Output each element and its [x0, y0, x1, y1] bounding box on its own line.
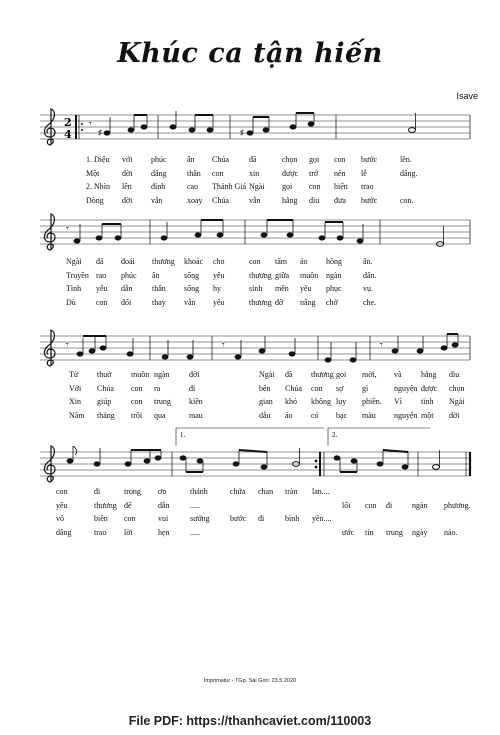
lyric-syllable: tình	[421, 397, 434, 406]
lyric-syllable: được	[421, 383, 438, 393]
lyric-syllable: con	[311, 383, 323, 393]
lyric-syllable: nên	[334, 168, 346, 178]
lyric-syllable: đoái	[121, 257, 135, 266]
lyric-syllable: kiên	[189, 397, 203, 406]
lyric-syllable: ngàn	[412, 500, 428, 510]
lyric-syllable: chọn	[449, 383, 465, 393]
lyric-syllable: lên.	[400, 155, 412, 164]
lyric-syllable: nâng	[300, 297, 316, 307]
lyric-syllable: thánh	[190, 487, 208, 496]
lyric-syllable: 1. Diệu	[86, 155, 110, 164]
lyric-syllable: bước	[361, 195, 378, 205]
second-ending-label: 2.	[332, 431, 338, 439]
lyric-syllable: lên	[122, 182, 132, 191]
lyric-syllable: yêu	[96, 284, 108, 293]
lyric-syllable: sống	[184, 284, 200, 293]
lyric-syllable: Với	[69, 383, 82, 393]
lyric-syllable: Ngài	[449, 397, 465, 406]
svg-text:𝄾: 𝄾	[222, 340, 225, 351]
lyric-syllable: mời,	[362, 370, 377, 379]
lyric-syllable: ơn	[158, 487, 167, 496]
svg-text:𝄾: 𝄾	[89, 119, 92, 130]
lyric-syllable: yêu	[56, 500, 68, 510]
lyric-syllable: thương	[311, 370, 334, 379]
lyric-syllable: qua	[154, 410, 166, 420]
lyric-syllable: hằng	[421, 370, 437, 379]
lyric-syllable: bước	[230, 514, 247, 523]
lyric-syllable: bạc	[336, 410, 348, 420]
lyric-syllable: áo	[285, 410, 293, 420]
lyric-syllable: giữa	[275, 270, 290, 280]
lyric-syllable: tấm	[275, 257, 287, 266]
lyric-syllable: con	[131, 397, 143, 406]
lyric-syllable: muôn	[300, 270, 319, 280]
svg-text:♯: ♯	[98, 128, 102, 137]
lyric-syllable: ân	[152, 270, 160, 280]
lyric-syllable: sướng	[190, 514, 210, 523]
lyric-syllable: thuở	[97, 370, 112, 379]
lyric-syllable: tín	[365, 527, 374, 537]
lyric-syllable: dâng	[56, 527, 72, 537]
lyric-syllable: ngàn	[326, 270, 342, 280]
lyric-syllable: phục	[326, 284, 342, 293]
lyric-syllable: vẫn	[151, 195, 163, 205]
lyric-syllable: ngày	[412, 527, 428, 537]
lyric-syllable: sợ	[336, 383, 344, 393]
lyric-syllable: Dòng	[86, 195, 104, 205]
lyric-syllable: hiến	[334, 182, 348, 191]
lyric-syllable: trở	[309, 168, 319, 178]
svg-text:𝄾: 𝄾	[380, 340, 383, 351]
lyric-syllable: sinh	[249, 284, 263, 293]
lyric-syllable: ngàn	[154, 370, 170, 379]
lyric-syllable: xoay	[187, 195, 203, 205]
lyric-syllable: Từ	[69, 370, 79, 379]
lyric-syllable: nguyện	[394, 410, 418, 420]
lyric-syllable: với	[122, 155, 133, 164]
lyric-syllable: Chúa	[97, 383, 114, 393]
lyric-syllable: phiền.	[362, 397, 382, 406]
lyric-syllable: biên	[94, 514, 108, 523]
lyric-syllable: con	[96, 297, 108, 307]
lyric-syllable: đi	[189, 383, 196, 393]
lyric-syllable: bên	[259, 383, 271, 393]
lyric-syllable: ân	[187, 155, 195, 164]
lyric-syllable: Một	[86, 168, 100, 178]
lyric-syllable: hồng	[326, 257, 342, 266]
lyric-syllable: thương	[249, 297, 272, 307]
lyric-syllable: gọi	[282, 182, 293, 191]
lyric-syllable: được	[282, 168, 299, 178]
lyric-syllable: Năm	[69, 410, 85, 420]
lyric-syllable: con	[124, 514, 136, 523]
lyric-syllable: trao	[361, 182, 374, 191]
lyric-syllable: không	[311, 397, 331, 406]
lyric-syllable: muôn	[131, 370, 150, 379]
lyric-syllable: bình	[285, 514, 300, 523]
lyric-syllable: trung	[154, 397, 171, 406]
svg-text:𝄾: 𝄾	[66, 340, 69, 351]
first-ending-label: 1.	[180, 431, 186, 439]
lyric-syllable: hằng	[282, 195, 298, 205]
lyric-syllable: lụy	[336, 397, 347, 406]
lyric-syllable: vô	[56, 514, 64, 523]
lyric-syllable: gian	[259, 397, 273, 406]
lyric-syllable: yêu	[213, 270, 225, 280]
lyric-syllable: .....	[190, 500, 200, 510]
lyric-syllable: phương.	[444, 500, 471, 510]
lyric-syllable: giúp	[97, 397, 112, 406]
lyric-syllable: Ngài	[259, 370, 275, 379]
lyric-syllable: dìu	[309, 195, 320, 205]
lyric-syllable: yêu	[213, 297, 225, 307]
lyric-syllable: đã	[285, 370, 293, 379]
svg-text:4: 4	[64, 128, 72, 141]
lyric-syllable: Ngài	[66, 257, 82, 266]
lyric-syllable: Thánh Giá	[212, 182, 246, 191]
lyric-syllable: màu	[362, 410, 376, 420]
lyric-syllable: ước	[342, 527, 355, 537]
lyric-syllable: dìu	[449, 370, 460, 379]
lyric-syllable: Dù	[66, 297, 76, 307]
lyric-syllable: gọi	[309, 155, 320, 164]
lyric-syllable: thân	[152, 284, 166, 293]
lyric-syllable: đời	[122, 195, 133, 205]
lyric-syllable: đã	[96, 257, 104, 266]
lyric-syllable: con.	[400, 195, 414, 205]
lyric-syllable: trong	[124, 487, 141, 496]
pdf-link-text[interactable]: File PDF: https://thanhcaviet.com/110003	[128, 714, 372, 728]
lyric-syllable: lối	[342, 500, 351, 510]
lyric-syllable: áo	[300, 257, 308, 266]
lyric-syllable: con	[309, 182, 321, 191]
lyric-syllable: Xin	[69, 397, 81, 406]
lyric-syllable: che.	[363, 297, 377, 307]
lyric-syllable: ân.	[363, 257, 373, 266]
lyric-syllable: chọn	[282, 155, 298, 164]
lyric-syllable: trung	[386, 527, 403, 537]
lyric-syllable: .....	[190, 527, 200, 537]
lyric-syllable: vui	[158, 514, 169, 523]
lyric-syllable: mau	[189, 410, 203, 420]
lyric-syllable: rao	[96, 270, 107, 280]
song-title: Khúc ca tận hiến	[117, 38, 383, 69]
lyric-syllable: cao	[187, 182, 199, 191]
lyric-syllable: đi	[94, 487, 101, 496]
lyric-syllable: Tình	[66, 284, 82, 293]
lyric-syllable: nguyện	[394, 383, 418, 393]
lyric-syllable: con	[365, 500, 377, 510]
lyric-syllable: chan	[258, 487, 274, 496]
lyric-syllable: yêu	[300, 284, 312, 293]
lyric-syllable: 2. Nhìn	[86, 182, 110, 191]
lyric-syllable: vẫn	[184, 297, 196, 307]
lyric-syllable: Chúa	[212, 155, 229, 164]
lyric-syllable: tháng	[97, 410, 115, 420]
lyric-syllable: Truyền	[66, 270, 89, 280]
lyric-syllable: thương	[249, 270, 272, 280]
lyric-syllable: nào.	[444, 527, 458, 537]
lyric-syllable: thương	[94, 500, 117, 510]
lyric-syllable: gọi	[336, 370, 347, 379]
lyric-syllable: dân.	[363, 270, 377, 280]
lyric-syllable: thay	[152, 297, 166, 307]
lyric-syllable: dâng	[151, 168, 167, 178]
svg-text:𝄾: 𝄾	[66, 224, 69, 235]
lyric-syllable: đi	[386, 500, 393, 510]
lyric-syllable: đổi	[121, 297, 132, 307]
lyric-syllable: đã	[249, 155, 257, 164]
lyric-syllable: dẫn	[158, 500, 170, 510]
lyric-syllable: khó	[285, 397, 297, 406]
lyric-syllable: có	[311, 410, 319, 420]
lyric-syllable: hy	[213, 284, 221, 293]
lyric-syllable: một	[421, 410, 434, 420]
lyric-syllable: phúc	[151, 155, 167, 164]
lyric-syllable: trao	[94, 527, 107, 537]
lyric-syllable: để	[124, 500, 132, 510]
lyric-syllable: thân	[187, 168, 201, 178]
lyric-syllable: chứa	[230, 487, 246, 496]
lyric-syllable: con	[56, 487, 68, 496]
lyric-syllable: đỉnh	[151, 182, 166, 191]
lyric-syllable: Ngài	[249, 182, 265, 191]
lyric-syllable: lễ	[361, 168, 367, 178]
lyric-syllable: đi	[258, 514, 265, 523]
lyric-syllable: và	[394, 370, 402, 379]
lyric-syllable: yên....	[312, 514, 332, 523]
lyric-syllable: ra	[154, 383, 161, 393]
lyric-syllable: khoác	[184, 257, 204, 266]
svg-text:♯: ♯	[240, 128, 244, 137]
lyric-syllable: Vì	[394, 397, 402, 406]
lyric-syllable: con	[212, 168, 224, 178]
composer-name: Isave	[456, 91, 478, 101]
lyric-syllable: lời	[124, 527, 133, 537]
imprimatur-note: Imprimatur - TGp. Sài Gòn: 23.5.2020	[203, 678, 297, 684]
svg-text:2: 2	[64, 116, 72, 129]
lyric-syllable: con	[249, 257, 261, 266]
lyric-syllable: con	[334, 155, 346, 164]
lyric-syllable: dâng.	[400, 168, 418, 178]
lyric-syllable: thương	[152, 257, 175, 266]
lyric-syllable: xin	[249, 168, 260, 178]
lyric-syllable: đời	[449, 410, 460, 420]
lyric-syllable: con	[131, 383, 143, 393]
lyric-syllable: đời	[122, 168, 133, 178]
lyric-syllable: Chúa	[212, 195, 229, 205]
lyric-syllable: hẹn	[158, 527, 170, 537]
lyric-syllable: gì	[362, 383, 369, 393]
lyric-syllable: Chúa	[285, 383, 302, 393]
lyric-syllable: chở	[326, 297, 338, 307]
lyric-syllable: mến	[275, 284, 289, 293]
lyric-syllable: bước	[361, 155, 378, 164]
lyric-syllable: dẫn	[121, 284, 133, 293]
lyric-syllable: trôi	[131, 410, 143, 420]
lyric-syllable: đưa	[334, 195, 346, 205]
lyric-syllable: sống	[184, 270, 200, 280]
lyric-syllable: vụ.	[363, 284, 373, 293]
lyric-syllable: tràn	[285, 487, 298, 496]
lyric-syllable: vẫn	[249, 195, 261, 205]
lyric-syllable: đỡ	[275, 297, 284, 307]
lyric-syllable: đời	[189, 370, 200, 379]
lyric-syllable: phúc	[121, 270, 137, 280]
lyric-syllable: lan....	[312, 487, 330, 496]
lyric-syllable: cho	[213, 257, 225, 266]
lyric-syllable: dẫu	[259, 410, 271, 420]
